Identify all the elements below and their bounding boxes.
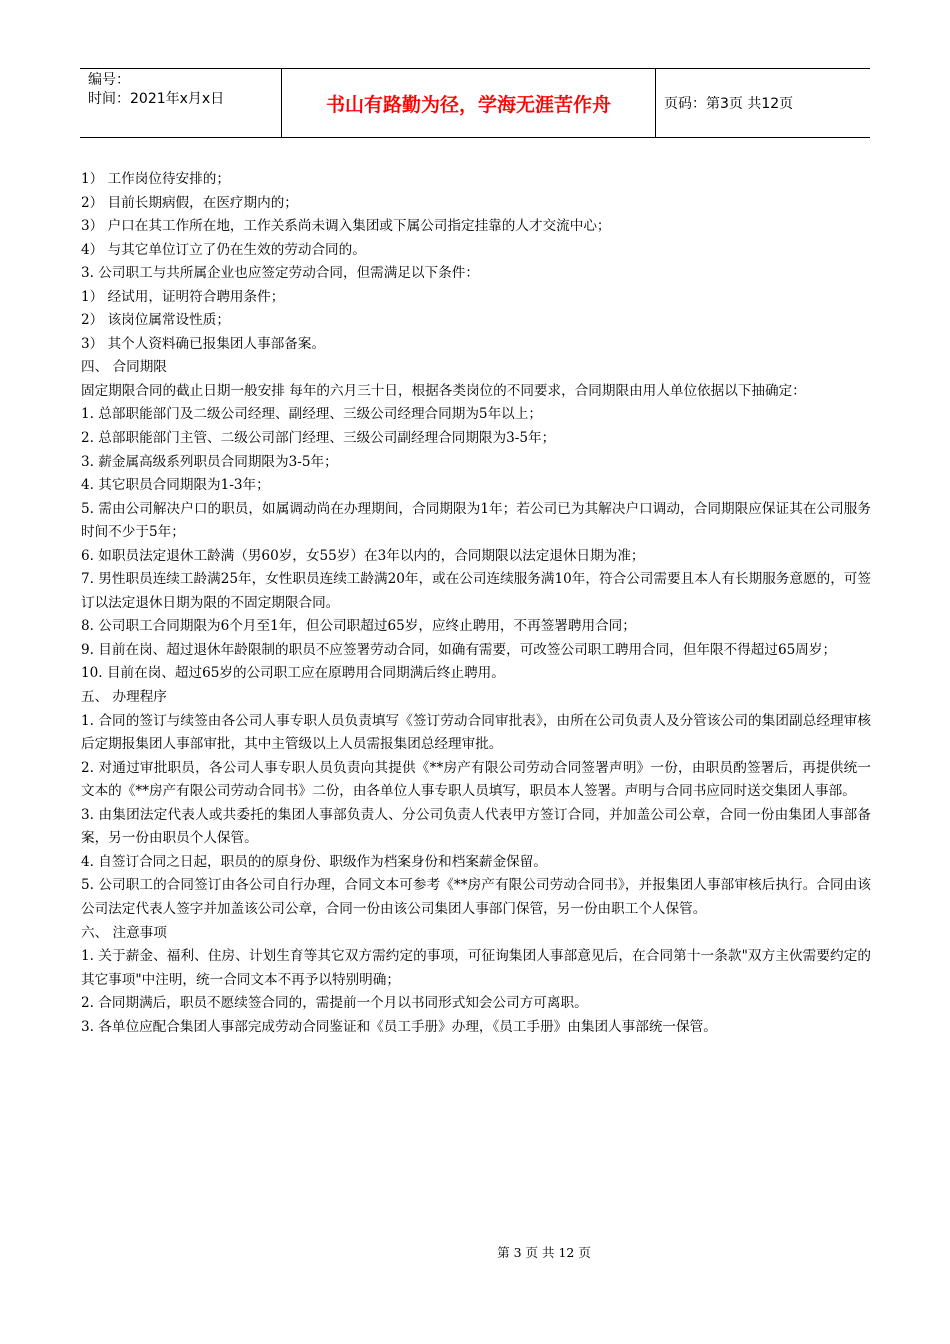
- paragraph: 2. 对通过审批职员，各公司人事专职人员负责向其提供《**房产有限公司劳动合同签署声明》一份，由职员酌签署后，再提供统一文本的《**房产有限公司劳动合同书》二份，由各单位人事专职人员填写，职员本人签署。声明与合同书应同时送交集团人事部。: [81, 759, 871, 800]
- paragraph: 固定期限合同的截止日期一般安排 每年的六月三十日，根据各类岗位的不同要求，合同期限由用人单位依据以下抽确定：: [81, 382, 806, 399]
- paragraph: 1. 合同的签订与续签由各公司人事专职人员负责填写《签订劳动合同审批表》，由所在公司负责人及分管该公司的集团副总经理审核后定期报集团人事部审批，其中主管级以上人员需报集团总经理审批。: [81, 712, 871, 753]
- document-body: [81, 168, 871, 1039]
- page-footer: 第 3 页 共 12 页: [497, 1245, 591, 1260]
- paragraph: 4. 其它职员合同期限为1-3年；: [81, 477, 270, 494]
- paragraph: 2） 该岗位属常设性质；: [81, 312, 230, 329]
- paragraph: 6. 如职员法定退休工龄满（男60岁，女55岁）在3年以内的，合同期限以法定退休日期为准；: [81, 547, 645, 564]
- header-meta: [80, 69, 282, 137]
- paragraph: 3. 由集团法定代表人或共委托的集团人事部负责人、分公司负责人代表甲方签订合同，并加盖公司公章，合同一份由集团人事部备案，另一份由职员个人保管。: [81, 806, 871, 847]
- paragraph: 2） 目前长期病假，在医疗期内的；: [81, 194, 298, 211]
- paragraph: 9. 目前在岗、超过退休年龄限制的职员不应签署劳动合同，如确有需要，可改签公司职工聘用合同，但年限不得超过65周岁；: [81, 641, 837, 658]
- paragraph: 2. 总部职能部门主管、二级公司部门经理、三级公司副经理合同期限为3-5年；: [81, 430, 556, 447]
- paragraph: 2. 合同期满后，职员不愿续签合同的，需提前一个月以书同形式知会公司方可离职。: [81, 995, 588, 1012]
- paragraph: 5. 需由公司解决户口的职员，如属调动尚在办理期间，合同期限为1年；若公司已为其解决户口调动，合同期限应保证其在公司服务时间不少于5年；: [81, 500, 871, 541]
- document-date: 时间：2021年x月x日: [88, 91, 225, 107]
- document-header: [80, 68, 870, 138]
- paragraph: 1. 总部职能部门及二级公司经理、副经理、三级公司经理合同期为5年以上；: [81, 406, 542, 423]
- paragraph: 8. 公司职工合同期限为6个月至1年，但公司职超过65岁，应终止聘用，不再签署聘用合同；: [81, 618, 636, 635]
- header-page-number: 页码：第3页 共12页: [664, 96, 794, 112]
- paragraph: 4） 与其它单位订立了仍在生效的劳动合同的。: [81, 241, 366, 258]
- document-number: 编号：: [88, 72, 130, 88]
- section-heading: 四、 合同期限: [81, 359, 167, 376]
- paragraph: 5. 公司职工的合同签订由各公司自行办理，合同文本可参考《**房产有限公司劳动合同书》，并报集团人事部审核后执行。合同由该公司法定代表人签字并加盖该公司公章，合同一份由该公司集团人事部门保管，另一份由职工个人保管。: [81, 877, 871, 917]
- paragraph: 1） 经试用，证明符合聘用条件；: [81, 288, 285, 305]
- paragraph: 1. 关于薪金、福利、住房、计划生育等其它双方需约定的事项，可征询集团人事部意见后，在合同第十一条款"双方主伙需要约定的其它事项"中注明，统一合同文本不再予以特别明确；: [81, 948, 871, 988]
- paragraph: 3. 薪金属高级系列职员合同期限为3-5年；: [81, 453, 338, 470]
- section-heading: 六、 注意事项: [81, 924, 167, 941]
- paragraph: 1） 工作岗位待安排的；: [81, 171, 230, 187]
- paragraph: 7. 男性职员连续工龄满25年，女性职员连续工龄满20年，或在公司连续服务满10年，符合公司需要且本人有长期服务意愿的，可签订以法定退休日期为限的不固定期限合同。: [81, 571, 871, 611]
- paragraph: 4. 自签订合同之日起，职员的的原身份、职级作为档案身份和档案薪金保留。: [81, 853, 547, 870]
- paragraph: 3. 公司职工与共所属企业也应签定劳动合同，但需满足以下条件：: [81, 265, 479, 282]
- section-heading: 五、 办理程序: [81, 689, 167, 706]
- paragraph: 10. 目前在岗、超过65岁的公司职工应在原聘用合同期满后终止聘用。: [81, 665, 505, 682]
- paragraph: 3） 其个人资料确已报集团人事部备案。: [81, 335, 326, 352]
- header-motto: 书山有路勤为径，学海无涯苦作舟: [282, 69, 656, 137]
- paragraph: 3. 各单位应配合集团人事部完成劳动合同鉴证和《员工手册》办理，《员工手册》由集团人事部统一保管。: [81, 1018, 717, 1035]
- paragraph: 3） 户口在其工作所在地，工作关系尚未调入集团或下属公司指定挂靠的人才交流中心；: [81, 218, 611, 235]
